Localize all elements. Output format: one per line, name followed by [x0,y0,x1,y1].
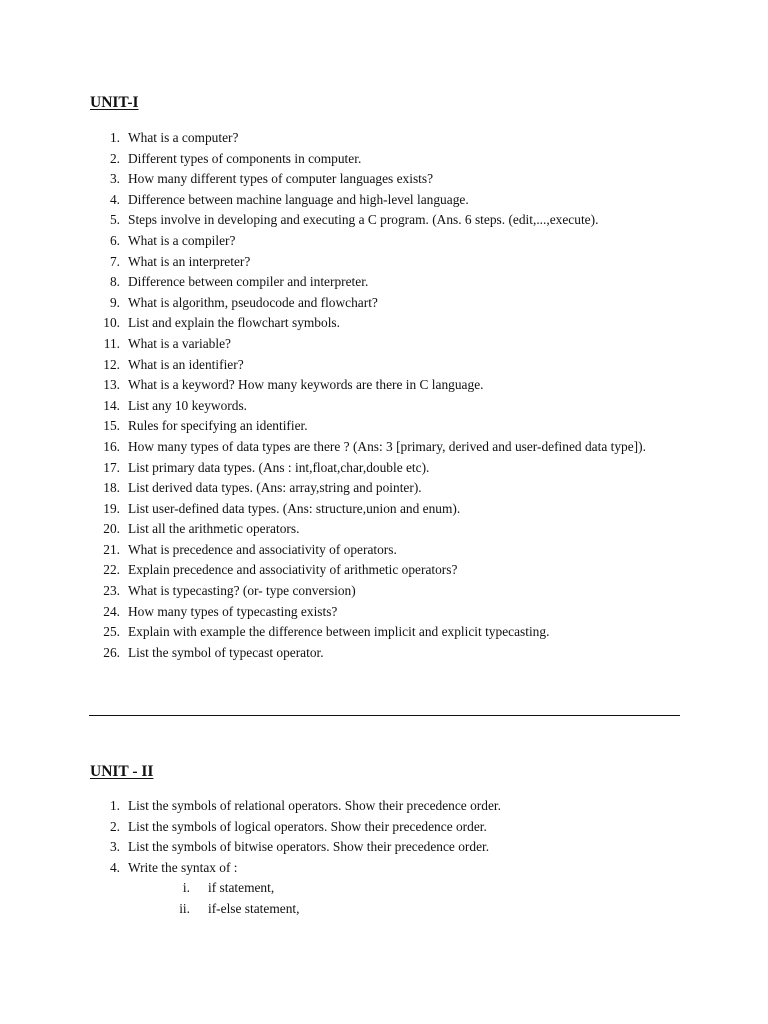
unit-1-question-text: List user-defined data types. (Ans: structure,union and enum). [128,500,461,516]
unit-1-question-text: List any 10 keywords. [128,397,248,413]
unit-1-question-text: What is precedence and associativity of operators. [128,541,397,557]
unit-2-subitem-text: if statement, [208,880,275,895]
unit-1-question-text: Explain with example the difference between implicit and explicit typecasting. [128,624,550,640]
unit-1-question-text: List and explain the flowchart symbols. [128,315,340,331]
section-divider [89,715,680,716]
unit-1-question-text: List primary data types. (Ans : int,float,char,double etc). [128,459,430,475]
unit-1-question-number: 15. [103,418,120,434]
unit-1-question-text: What is a variable? [128,335,231,351]
unit-2-question-number: 3. [109,839,120,855]
unit-2-syntax-sublist [0,878,299,919]
unit-1-question-number: 24. [103,603,120,619]
unit-1-question-text: Explain precedence and associativity of arithmetic operators? [128,562,458,578]
unit-1-question-text: How many types of typecasting exists? [128,603,338,619]
unit-1-question-text: List derived data types. (Ans: array,string and pointer). [128,480,422,496]
unit-1-question-item [0,355,700,376]
unit-1-question-item [0,169,700,190]
unit-1-question-text: What is algorithm, pseudocode and flowchart? [128,294,378,310]
unit-1-question-number: 8. [109,274,120,290]
unit-1-question-item [0,313,700,334]
unit-1-question-text: What is an identifier? [128,356,244,372]
unit-1-question-item [0,478,700,499]
unit-2-question-item [0,837,700,858]
unit-1-question-item [0,519,700,540]
unit-1-question-number: 6. [109,232,120,248]
unit-1-question-item [0,272,700,293]
unit-1-question-number: 7. [109,253,120,269]
unit-1-question-text: List all the arithmetic operators. [128,521,300,537]
unit-2-question-text: Write the syntax of : [128,859,238,875]
unit-1-question-list [0,128,700,663]
unit-1-question-item [0,602,700,623]
unit-1-question-item [0,149,700,170]
unit-1-question-item [0,499,700,520]
unit-2-question-item [0,817,700,838]
unit-1-question-text: How many types of data types are there ? (Ans: 3 [primary, derived and user-defined data type]). [128,438,646,454]
unit-1-question-text: Different types of components in computer. [128,150,362,166]
unit-2-subitem-number: ii. [179,900,190,916]
unit-1-question-item [0,560,700,581]
unit-1-heading: UNIT-I [90,94,139,111]
unit-1-question-text: What is a compiler? [128,232,236,248]
unit-1-question-text: What is an interpreter? [128,253,251,269]
unit-2-subitem-item [0,878,299,899]
unit-1-question-item [0,375,700,396]
unit-1-question-number: 18. [103,480,120,496]
unit-1-question-number: 14. [103,397,120,413]
unit-2-question-number: 1. [109,798,120,813]
unit-1-question-number: 12. [103,356,120,372]
unit-1-question-item [0,643,700,664]
unit-1-question-item [0,540,700,561]
unit-1-question-number: 25. [103,624,120,640]
unit-1-question-number: 20. [103,521,120,537]
unit-1-question-item [0,581,700,602]
unit-2-question-list [0,796,700,878]
unit-2-question-text: List the symbols of logical operators. Show their precedence order. [128,818,487,834]
unit-1-question-number: 21. [103,541,120,557]
unit-1-question-item [0,396,700,417]
unit-1-question-item [0,190,700,211]
unit-2-question-number: 2. [109,818,120,834]
unit-1-question-number: 26. [103,644,120,660]
unit-1-question-item [0,334,700,355]
unit-1-question-item [0,437,700,458]
unit-1-question-number: 4. [109,191,120,207]
unit-2-question-item [0,858,700,879]
unit-2-subitem-item [0,899,299,920]
unit-1-question-text: What is typecasting? (or- type conversion) [128,583,356,599]
unit-2-subitem-text: if-else statement, [208,900,300,916]
unit-1-question-text: What is a computer? [128,130,239,145]
unit-2-subitem-number: i. [182,880,190,895]
unit-1-question-text: List the symbol of typecast operator. [128,644,324,660]
unit-1-question-item [0,293,700,314]
unit-1-question-number: 23. [103,583,120,599]
unit-1-question-item [0,231,700,252]
unit-1-question-number: 2. [109,150,120,166]
unit-1-question-number: 5. [109,212,120,228]
unit-1-question-number: 16. [103,438,120,454]
unit-1-question-text: What is a keyword? How many keywords are there in C language. [128,377,484,393]
unit-2-question-text: List the symbols of bitwise operators. Show their precedence order. [128,839,490,855]
unit-1-question-item [0,210,700,231]
unit-1-question-number: 10. [103,315,120,331]
unit-1-question-text: Rules for specifying an identifier. [128,418,308,434]
unit-1-question-text: How many different types of computer languages exists? [128,171,434,187]
unit-1-question-number: 1. [109,130,120,145]
unit-2-heading: UNIT - II [90,763,154,780]
unit-1-question-text: Steps involve in developing and executing a C program. (Ans. 6 steps. (edit,...,execute). [128,212,599,228]
unit-1-question-item [0,622,700,643]
unit-1-question-number: 19. [103,500,120,516]
unit-1-question-number: 3. [109,171,120,187]
unit-1-question-number: 11. [103,335,120,351]
unit-1-question-item [0,128,700,149]
unit-2-question-item [0,796,700,817]
unit-1-question-item [0,416,700,437]
unit-1-question-item [0,458,700,479]
unit-1-question-text: Difference between machine language and high-level language. [128,191,469,207]
unit-1-question-number: 9. [109,294,120,310]
unit-2-question-number: 4. [109,859,120,875]
unit-1-question-number: 13. [103,377,120,393]
unit-1-question-number: 22. [103,562,120,578]
unit-1-question-text: Difference between compiler and interpreter. [128,274,369,290]
unit-2-question-text: List the symbols of relational operators. Show their precedence order. [128,798,501,813]
unit-1-question-item [0,252,700,273]
unit-1-question-number: 17. [103,459,120,475]
